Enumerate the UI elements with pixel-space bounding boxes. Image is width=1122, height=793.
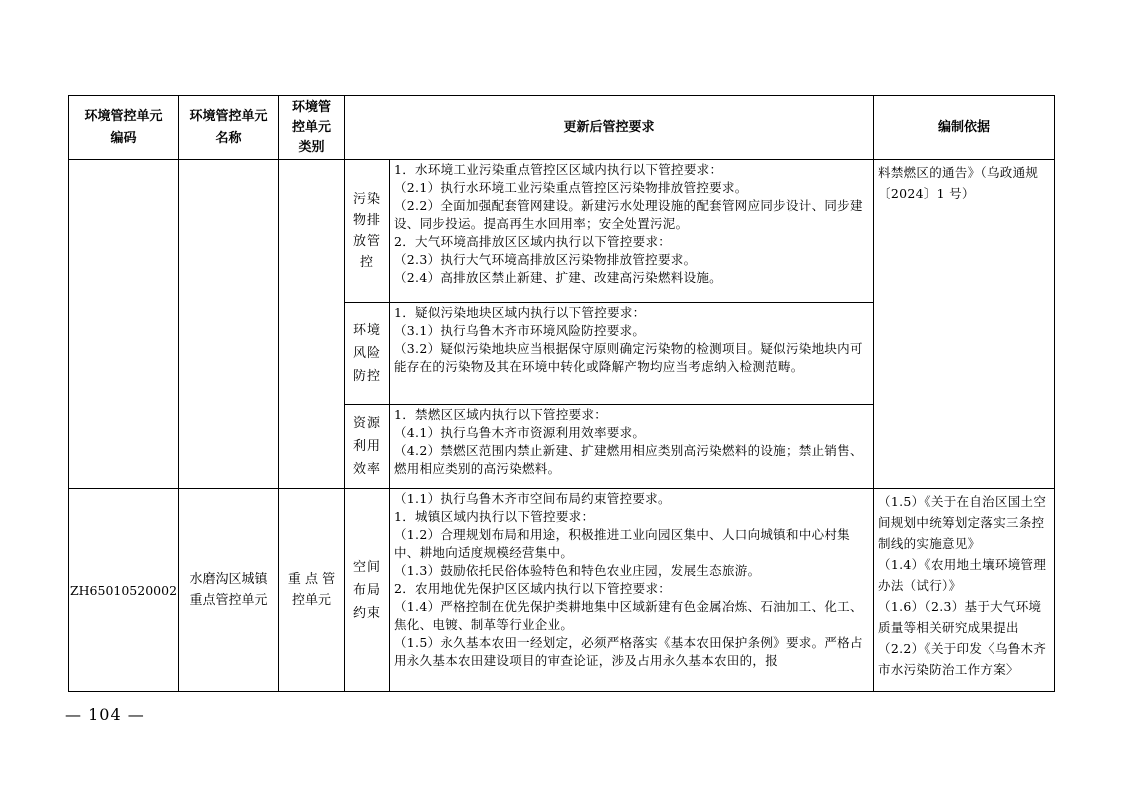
- basis-line: （1.5）《关于在自治区国土空间规划中统筹划定落实三条控制线的实施意见》: [878, 494, 1047, 551]
- basis-line: 料禁燃区的通告》（乌政通规〔2024〕1 号）: [878, 165, 1039, 201]
- requirements-resource-efficiency: [390, 405, 874, 489]
- requirement-line: 1．城镇区域内执行以下管控要求：: [394, 509, 595, 524]
- requirement-line: 2．大气环境高排放区区域内执行以下管控要求：: [394, 234, 672, 249]
- requirement-line: （1.4）严格控制在优先保护类耕地集中区域新建有色金属冶炼、石油加工、化工、焦化、电镀、制革等行业企业。: [394, 599, 863, 632]
- header-unit-name: 环境管控单元名称: [179, 96, 279, 160]
- requirement-line: （2.2）全面加强配套管网建设。新建污水处理设施的配套管网应同步设计、同步建设、同步投运。提高再生水回用率；安全处置污泥。: [394, 198, 863, 231]
- requirement-line: （1.5）永久基本农田一经划定，必须严格落实《基本农田保护条例》要求。严格占用永久基本农田建设项目的审查论证，涉及占用永久基本农田的，报: [394, 635, 863, 668]
- basis-line: （2.2）《关于印发〈乌鲁木齐市水污染防治工作方案〉: [878, 641, 1047, 677]
- header-unit-category: 环境管控单元类别: [279, 96, 345, 160]
- unit-name-cell: [179, 160, 279, 489]
- basis-line: （1.6）（2.3）基于大气环境质量等相关研究成果提出: [878, 599, 1042, 635]
- unit-name-cell: 水磨沟区城镇重点管控单元: [179, 489, 279, 692]
- header-row: [69, 96, 1055, 160]
- header-requirements: 更新后管控要求: [345, 96, 874, 160]
- requirement-line: （1.3）鼓励依托民俗体验特色和特色农业庄园，发展生态旅游。: [394, 563, 761, 578]
- requirement-line: 2．农用地优先保护区区域内执行以下管控要求：: [394, 581, 672, 596]
- unit-code-cell: [69, 160, 179, 489]
- category-pollutant-discharge: 污染物排放管控: [345, 160, 390, 303]
- requirement-line: 1．水环境工业污染重点管控区区域内执行以下管控要求：: [394, 162, 723, 177]
- requirement-line: （1.1）执行乌鲁木齐市空间布局约束管控要求。: [394, 491, 671, 506]
- requirements-spatial-layout: [390, 489, 874, 692]
- requirement-line: （2.4）高排放区禁止新建、扩建、改建高污染燃料设施。: [394, 270, 722, 285]
- requirement-line: （2.3）执行大气环境高排放区污染物排放管控要求。: [394, 252, 697, 267]
- unit-code-cell: ZH65010520002: [69, 489, 179, 692]
- basis-cell: [874, 160, 1055, 489]
- header-unit-code: 环境管控单元编码: [69, 96, 179, 160]
- category-resource-efficiency: 资源利用效率: [345, 405, 390, 489]
- requirement-line: （4.1）执行乌鲁木齐市资源利用效率要求。: [394, 425, 646, 440]
- requirement-line: 1．禁燃区区域内执行以下管控要求：: [394, 407, 608, 422]
- requirement-line: （2.1）执行水环境工业污染重点管控区污染物排放管控要求。: [394, 180, 748, 195]
- requirements-risk-prevention: [390, 303, 874, 405]
- table-row: [69, 489, 1055, 692]
- basis-line: （1.4）《农用地土壤环境管理办法（试行）》: [878, 557, 1047, 593]
- requirements-pollutant-discharge: [390, 160, 874, 303]
- header-basis: 编制依据: [874, 96, 1055, 160]
- page-number: — 104 —: [65, 705, 145, 724]
- requirement-line: （1.2）合理规划布局和用途，积极推进工业向园区集中、人口向城镇和中心村集中、耕地向适度规模经营集中。: [394, 527, 850, 560]
- requirement-line: （4.2）禁燃区范围内禁止新建、扩建燃用相应类别高污染燃料的设施；禁止销售、燃用相应类别的高污染燃料。: [394, 443, 863, 476]
- control-requirements-table: [68, 95, 1055, 692]
- category-risk-prevention: 环境风险防控: [345, 303, 390, 405]
- basis-cell: [874, 489, 1055, 692]
- category-spatial-layout: 空间布局约束: [345, 489, 390, 692]
- table-row: [69, 160, 1055, 303]
- requirement-line: （3.1）执行乌鲁木齐市环境风险防控要求。: [394, 323, 646, 338]
- unit-category-cell: [279, 160, 345, 489]
- unit-category-cell: 重 点 管控单元: [279, 489, 345, 692]
- requirement-line: （3.2）疑似污染地块应当根据保守原则确定污染物的检测项目。疑似污染地块内可能存在的污染物及其在环境中转化或降解产物均应当考虑纳入检测范畴。: [394, 341, 863, 374]
- requirement-line: 1．疑似污染地块区域内执行以下管控要求：: [394, 305, 646, 320]
